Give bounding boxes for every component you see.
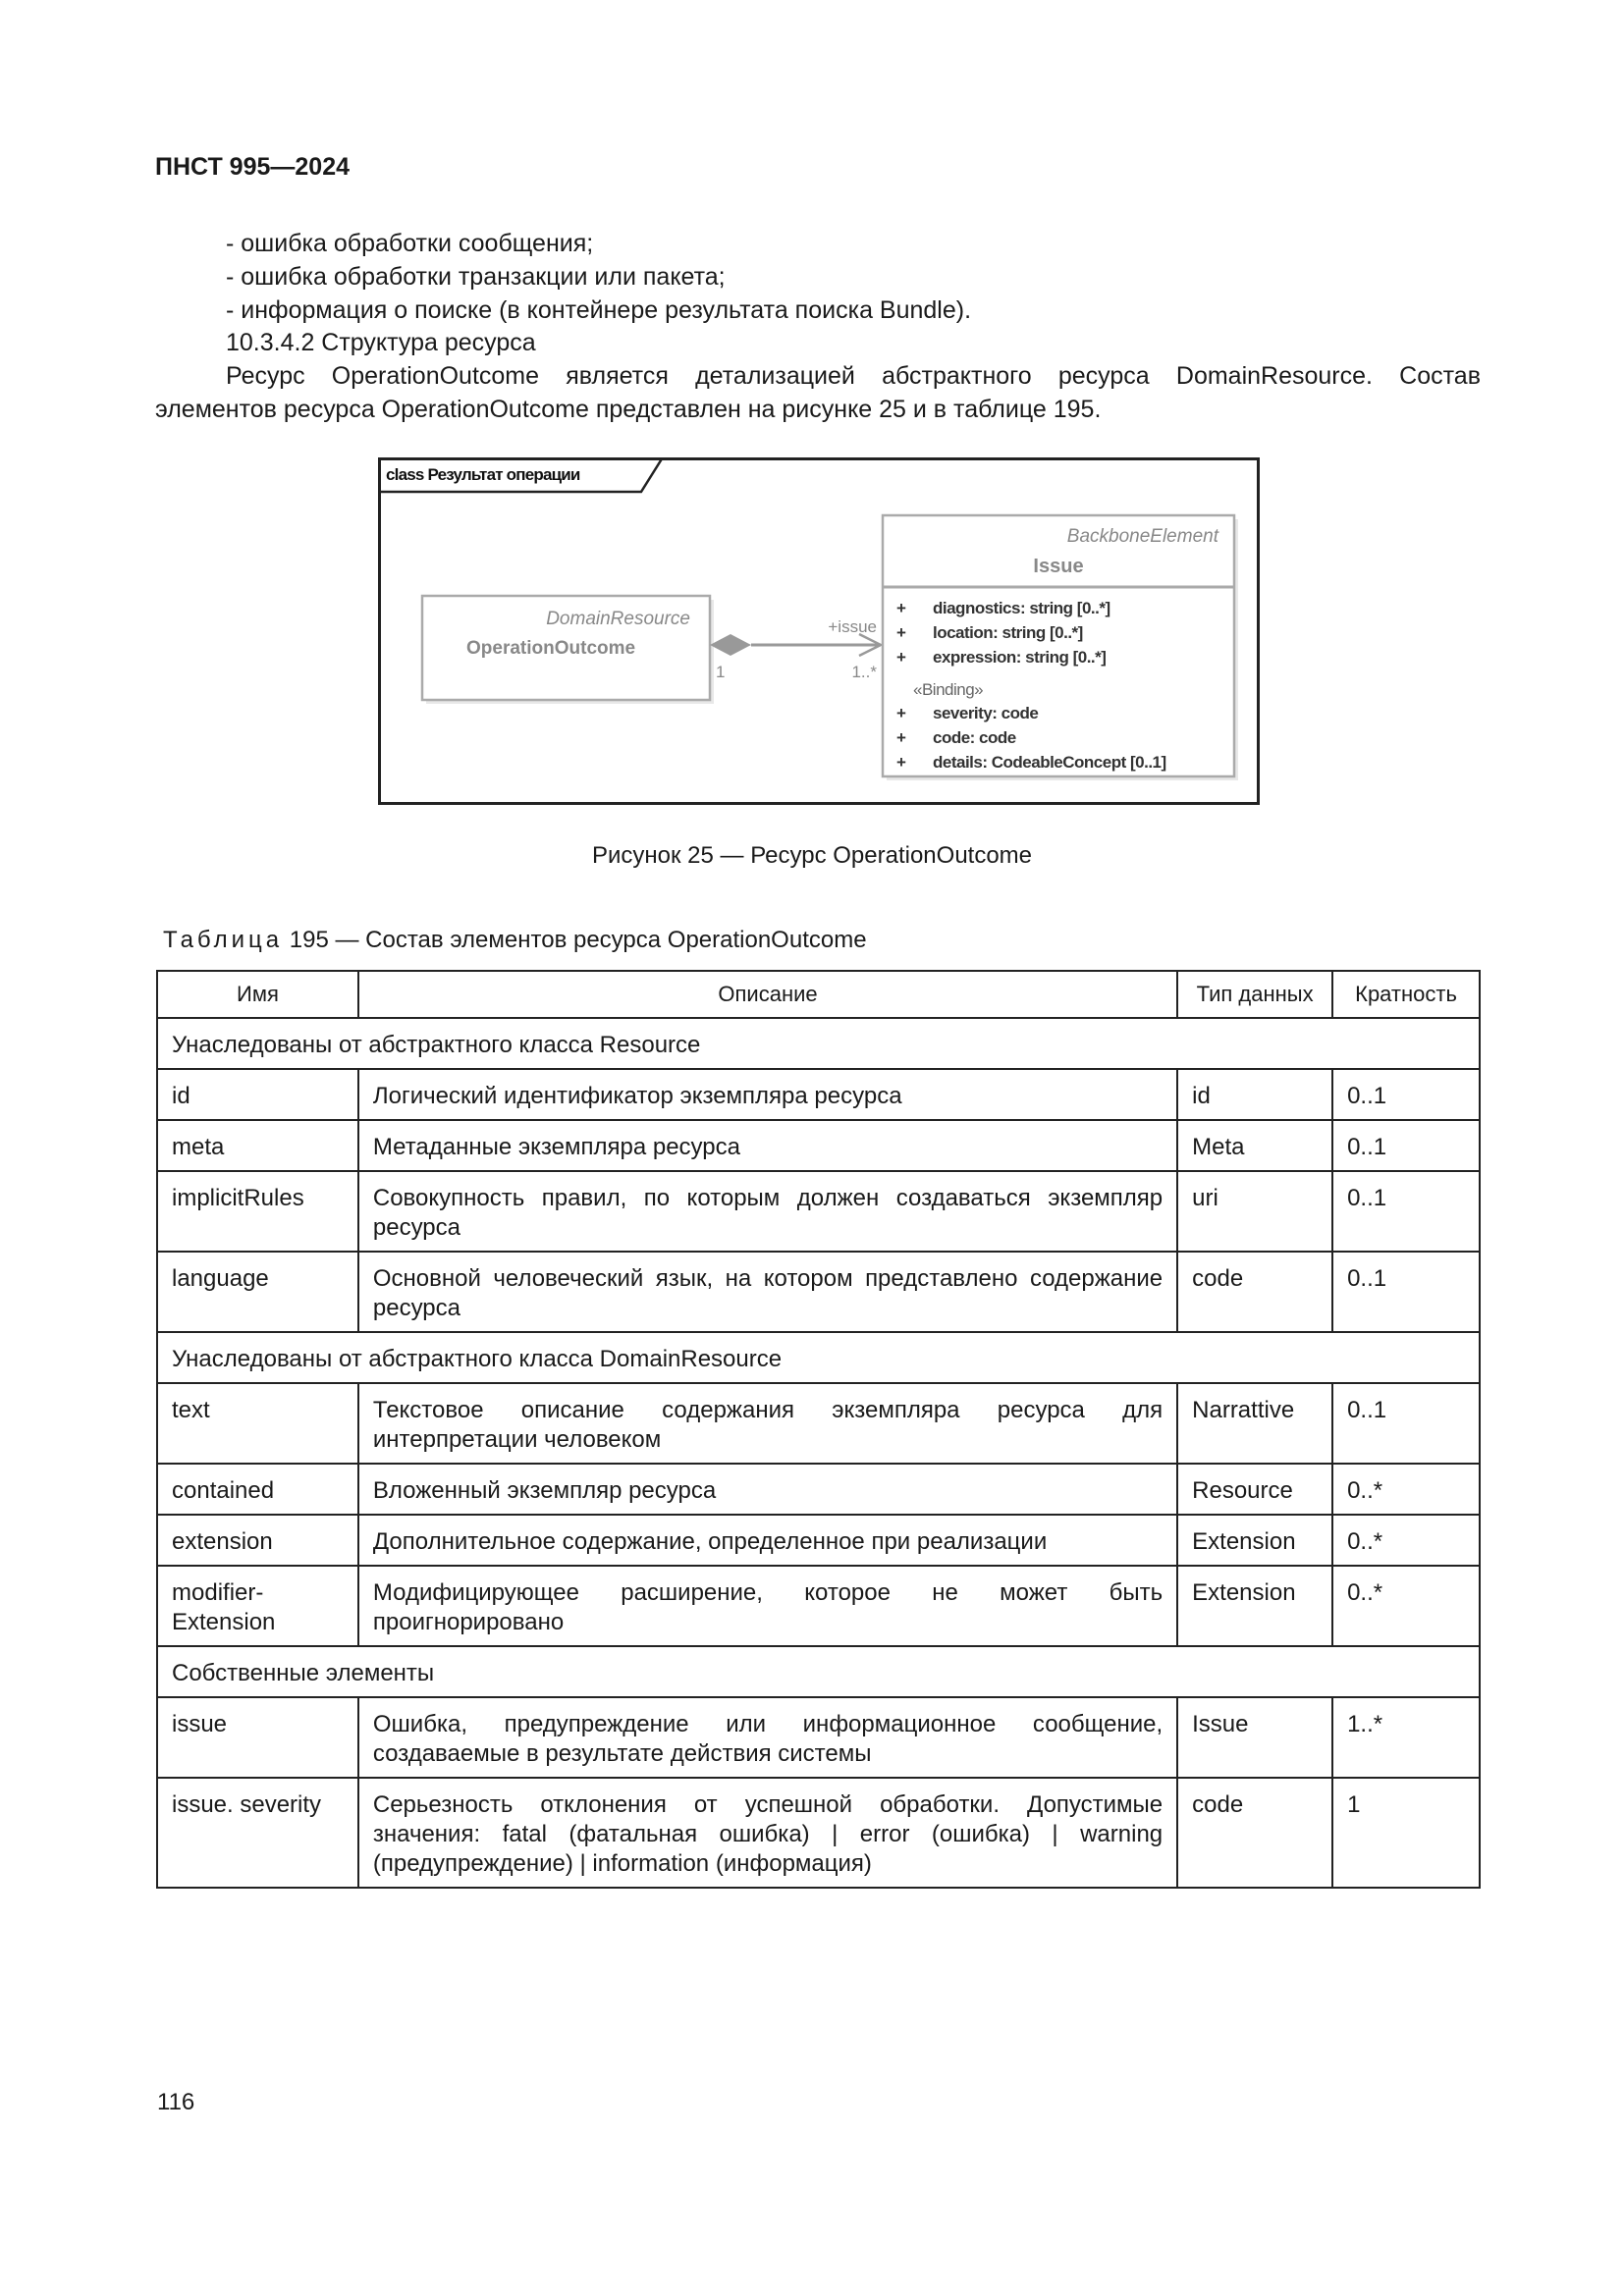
column-header: Имя: [157, 971, 358, 1018]
frame-label: class Результат операции: [386, 465, 580, 484]
table-row: [157, 1697, 1480, 1778]
class-attribute: location: string [0..*]: [933, 623, 1083, 642]
figure-caption: Рисунок 25 — Ресурс OperationOutcome: [591, 842, 1033, 869]
group-title: Собственные элементы: [157, 1646, 1480, 1697]
cell-cardinality: 0..*: [1332, 1464, 1480, 1515]
group-title: Унаследованы от абстрактного класса Resource: [157, 1018, 1480, 1069]
cell-datatype: Narrattive: [1177, 1383, 1332, 1464]
binding-stereotype: «Binding»: [913, 680, 984, 699]
cell-description: Текстовое описание содержания экземпляра ресурса для интерпретации человеком: [358, 1383, 1177, 1464]
cell-cardinality: 0..1: [1332, 1252, 1480, 1332]
class-stereotype: BackboneElement: [1066, 526, 1218, 547]
visibility-marker: +: [896, 753, 906, 772]
document-id-header: ПНСТ 995—2024: [155, 153, 350, 181]
table-caption-text: 195 — Состав элементов ресурса OperationOutcome: [283, 927, 867, 953]
table-row: [157, 1464, 1480, 1515]
cell-cardinality: 1..*: [1332, 1697, 1480, 1778]
visibility-marker: +: [896, 623, 906, 642]
table-row: [157, 1069, 1480, 1120]
cell-description: Основной человеческий язык, на котором представлено содержание ресурса: [358, 1252, 1177, 1332]
column-header: Кратность: [1332, 971, 1480, 1018]
class-attribute: expression: string [0..*]: [933, 648, 1107, 667]
table-row: [157, 1778, 1480, 1888]
table-row: [157, 1120, 1480, 1171]
cell-description: Вложенный экземпляр ресурса: [358, 1464, 1177, 1515]
cell-name: id: [157, 1069, 358, 1120]
cell-description: Дополнительное содержание, определенное при реализации: [358, 1515, 1177, 1566]
paragraph-line: Ресурс OperationOutcome является детализацией абстрактного ресурса DomainResource. Состав: [226, 362, 1481, 390]
table-row: [157, 1566, 1480, 1646]
list-item: - ошибка обработки сообщения;: [226, 230, 594, 257]
table-caption: [163, 927, 867, 954]
page-number: 116: [157, 2089, 195, 2115]
cell-description: Метаданные экземпляра ресурса: [358, 1120, 1177, 1171]
association-role: +issue: [828, 617, 877, 636]
cell-name: text: [157, 1383, 358, 1464]
class-issue: [883, 515, 1238, 780]
cell-description: Серьезность отклонения от успешной обработки. Допустимые значения: fatal (фатальная ошибка) | error (ошибка) | warning (предупреждение) | information (информация): [358, 1778, 1177, 1888]
cell-datatype: Meta: [1177, 1120, 1332, 1171]
cell-name: implicitRules: [157, 1171, 358, 1252]
table-header-row: [157, 971, 1480, 1018]
class-attribute: details: CodeableConcept [0..1]: [933, 753, 1166, 772]
paragraph-line: элементов ресурса OperationOutcome представлен на рисунке 25 и в таблице 195.: [155, 396, 1102, 423]
visibility-marker: +: [896, 728, 906, 747]
cell-name: contained: [157, 1464, 358, 1515]
cell-datatype: id: [1177, 1069, 1332, 1120]
column-header: Тип данных: [1177, 971, 1332, 1018]
table-row: [157, 1383, 1480, 1464]
visibility-marker: +: [896, 648, 906, 667]
list-item: - ошибка обработки транзакции или пакета;: [226, 263, 726, 291]
table-row: [157, 1171, 1480, 1252]
cell-name: issue. severity: [157, 1778, 358, 1888]
cell-cardinality: 0..1: [1332, 1383, 1480, 1464]
cell-cardinality: 1: [1332, 1778, 1480, 1888]
cell-cardinality: 0..1: [1332, 1069, 1480, 1120]
cell-cardinality: 0..*: [1332, 1566, 1480, 1646]
column-header: Описание: [358, 971, 1177, 1018]
class-name: Issue: [1033, 556, 1084, 577]
cell-datatype: Resource: [1177, 1464, 1332, 1515]
cell-datatype: Issue: [1177, 1697, 1332, 1778]
cell-datatype: Extension: [1177, 1515, 1332, 1566]
class-attribute: diagnostics: string [0..*]: [933, 599, 1110, 617]
list-item: - информация о поиске (в контейнере результата поиска Bundle).: [226, 296, 972, 324]
class-name: OperationOutcome: [466, 638, 636, 659]
source-multiplicity: 1: [716, 663, 726, 681]
visibility-marker: +: [896, 704, 906, 722]
cell-description: Совокупность правил, по которым должен создаваться экземпляр ресурса: [358, 1171, 1177, 1252]
class-attribute: severity: code: [933, 704, 1039, 722]
table-group-row: [157, 1646, 1480, 1697]
cell-cardinality: 0..*: [1332, 1515, 1480, 1566]
uml-class-diagram: [378, 457, 1260, 805]
cell-description: Логический идентификатор экземпляра ресурса: [358, 1069, 1177, 1120]
class-operation-outcome: [422, 596, 714, 704]
cell-datatype: code: [1177, 1778, 1332, 1888]
cell-datatype: uri: [1177, 1171, 1332, 1252]
group-title: Унаследованы от абстрактного класса DomainResource: [157, 1332, 1480, 1383]
cell-cardinality: 0..1: [1332, 1171, 1480, 1252]
cell-name: issue: [157, 1697, 358, 1778]
table-group-row: [157, 1332, 1480, 1383]
cell-cardinality: 0..1: [1332, 1120, 1480, 1171]
elements-table: [156, 970, 1481, 1889]
target-multiplicity: 1..*: [851, 663, 877, 681]
cell-datatype: Extension: [1177, 1566, 1332, 1646]
cell-name: language: [157, 1252, 358, 1332]
cell-name: extension: [157, 1515, 358, 1566]
class-stereotype: DomainResource: [546, 609, 690, 629]
class-attribute: code: code: [933, 728, 1016, 747]
section-heading: 10.3.4.2 Структура ресурса: [226, 329, 536, 356]
cell-description: Модифицирующее расширение, которое не может быть проигнорировано: [358, 1566, 1177, 1646]
table-caption-prefix: Таблица: [163, 927, 284, 953]
cell-datatype: code: [1177, 1252, 1332, 1332]
table-group-row: [157, 1018, 1480, 1069]
visibility-marker: +: [896, 599, 906, 617]
table-row: [157, 1252, 1480, 1332]
cell-name: meta: [157, 1120, 358, 1171]
table-row: [157, 1515, 1480, 1566]
cell-description: Ошибка, предупреждение или информационное сообщение, создаваемые в результате действия системы: [358, 1697, 1177, 1778]
cell-name: modifier-Extension: [157, 1566, 358, 1646]
